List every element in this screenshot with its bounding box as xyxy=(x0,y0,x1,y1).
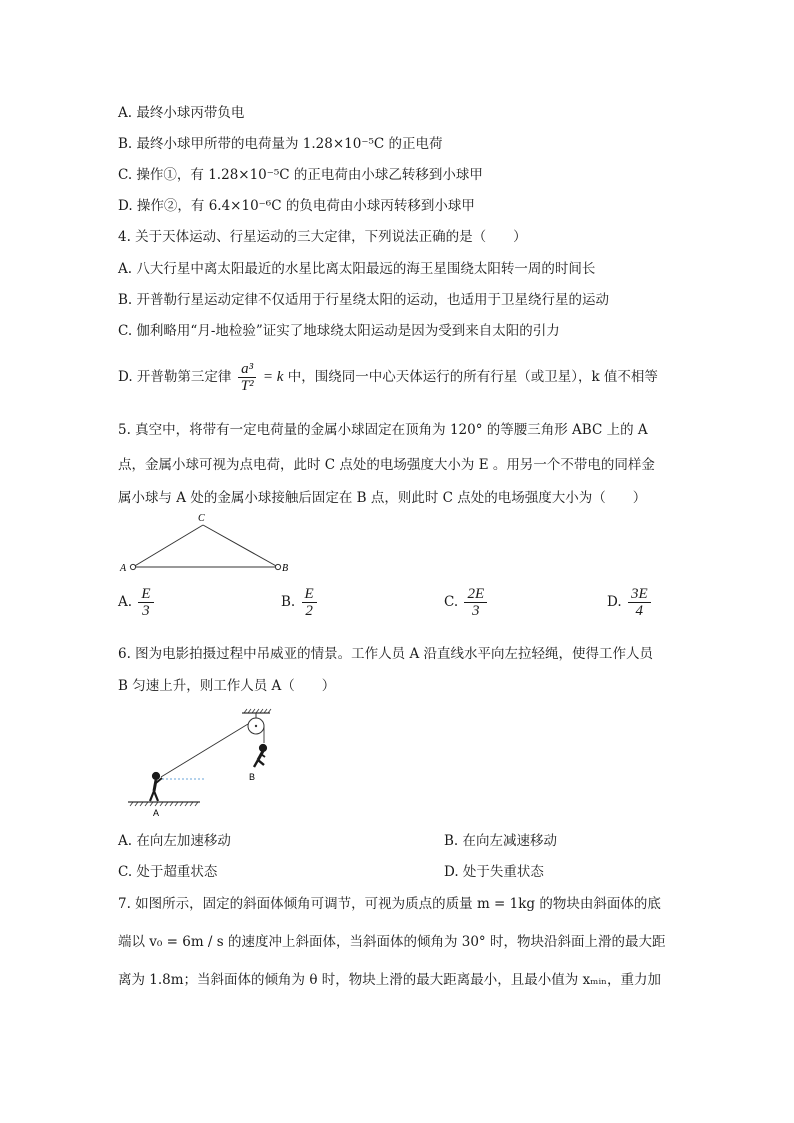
q4-option-c: C. 伽利略用“月-地检验”证实了地球绕太阳运动是因为受到来自太阳的引力 xyxy=(118,323,560,339)
fraction-denominator: 2 xyxy=(305,603,313,619)
label-b: B xyxy=(249,772,256,782)
rope xyxy=(161,724,248,777)
q4-stem: 4. 关于天体运动、行星运动的三大定律，下列说法正确的是（ ） xyxy=(118,229,527,245)
label-a: A xyxy=(153,808,160,818)
q3-option-b: B. 最终小球甲所带的电荷量为 1.28×10⁻⁵C 的正电荷 xyxy=(118,136,443,152)
kepler-formula xyxy=(238,361,257,394)
q4-d-suffix: 中，围绕同一中心天体运行的所有行星（或卫星），k 值不相等 xyxy=(287,369,658,385)
q5-option-c xyxy=(444,586,489,619)
label-c: C xyxy=(198,513,205,524)
q3-option-a: A. 最终小球丙带负电 xyxy=(118,105,245,121)
q7-stem-line1: 7. 如图所示，固定的斜面体倾角可调节，可视为质点的质量 m = 1kg 的物块由斜面体的底 xyxy=(118,896,661,912)
wire-stunt-figure xyxy=(118,705,298,823)
fraction-denominator: 3 xyxy=(472,603,480,619)
q4-d-prefix: D. 开普勒第三定律 xyxy=(118,369,232,385)
label-b: B xyxy=(282,563,289,574)
fraction-numerator: 2E xyxy=(464,586,487,603)
q7-stem-line2: 端以 v₀ = 6m / s 的速度冲上斜面体，当斜面体的倾角为 30° 时，物块沿斜面上滑的最大距 xyxy=(118,934,666,950)
person-b-icon xyxy=(254,744,267,767)
triangle-figure xyxy=(118,510,298,580)
q5-stem-line2: 点，金属小球可视为点电荷，此时 C 点处的电场强度大小为 E 。用另一个不带电的同样金 xyxy=(118,457,655,473)
option-letter: D. xyxy=(607,594,622,610)
formula-denominator: T² xyxy=(240,378,254,394)
q6-option-b: B. 在向左减速移动 xyxy=(444,833,558,849)
point-a-marker xyxy=(130,564,135,569)
q3-option-c: C. 操作①，有 1.28×10⁻⁵C 的正电荷由小球乙转移到小球甲 xyxy=(118,167,483,183)
q5-option-d xyxy=(607,586,653,619)
option-letter: C. xyxy=(444,594,459,610)
option-fraction xyxy=(628,586,651,619)
option-fraction xyxy=(302,586,317,619)
q5-stem-line1: 5. 真空中，将带有一定电荷量的金属小球固定在顶角为 120° 的等腰三角形 ABC 上的 A xyxy=(118,422,648,438)
fraction-numerator: 3E xyxy=(628,586,651,603)
q5-option-a xyxy=(118,586,156,619)
q6-option-d: D. 处于失重状态 xyxy=(444,864,544,880)
q4-option-d xyxy=(118,357,658,397)
option-letter: A. xyxy=(118,594,133,610)
q5-stem-line3: 属小球与 A 处的金属小球接触后固定在 B 点，则此时 C 点处的电场强度大小为（ ） xyxy=(118,490,647,506)
q3-option-d: D. 操作②，有 6.4×10⁻⁶C 的负电荷由小球丙转移到小球甲 xyxy=(118,198,475,214)
q6-stem-line2: B 匀速上升，则工作人员 A（ ） xyxy=(118,678,336,694)
q5-option-b xyxy=(281,586,319,619)
option-letter: B. xyxy=(281,594,296,610)
option-fraction xyxy=(138,586,153,619)
q6-option-a: A. 在向左加速移动 xyxy=(118,833,231,849)
q6-stem-line1: 6. 图为电影拍摄过程中吊威亚的情景。工作人员 A 沿直线水平向左拉轻绳，使得工作人员 xyxy=(118,646,654,662)
q4-option-a: A. 八大行星中离太阳最近的水星比离太阳最远的海王星围绕太阳转一周的时间长 xyxy=(118,261,596,277)
q4-option-b: B. 开普勒行星运动定律不仅适用于行星绕太阳的运动，也适用于卫星绕行星的运动 xyxy=(118,292,610,308)
person-a-icon xyxy=(150,772,162,801)
fraction-denominator: 4 xyxy=(635,603,644,619)
fraction-numerator: E xyxy=(302,586,317,603)
formula-equals: = k xyxy=(262,369,284,385)
label-a: A xyxy=(120,563,127,574)
option-fraction xyxy=(464,586,487,619)
q6-option-c: C. 处于超重状态 xyxy=(118,864,218,880)
q7-stem-line3: 离为 1.8m；当斜面体的倾角为 θ 时，物块上滑的最大距离最小，且最小值为 xₘᵢₙ，重力加 xyxy=(118,972,662,988)
fraction-numerator: E xyxy=(138,586,153,603)
formula-numerator: a³ xyxy=(238,361,256,378)
fraction-denominator: 3 xyxy=(142,603,150,619)
point-b-marker xyxy=(275,564,280,569)
